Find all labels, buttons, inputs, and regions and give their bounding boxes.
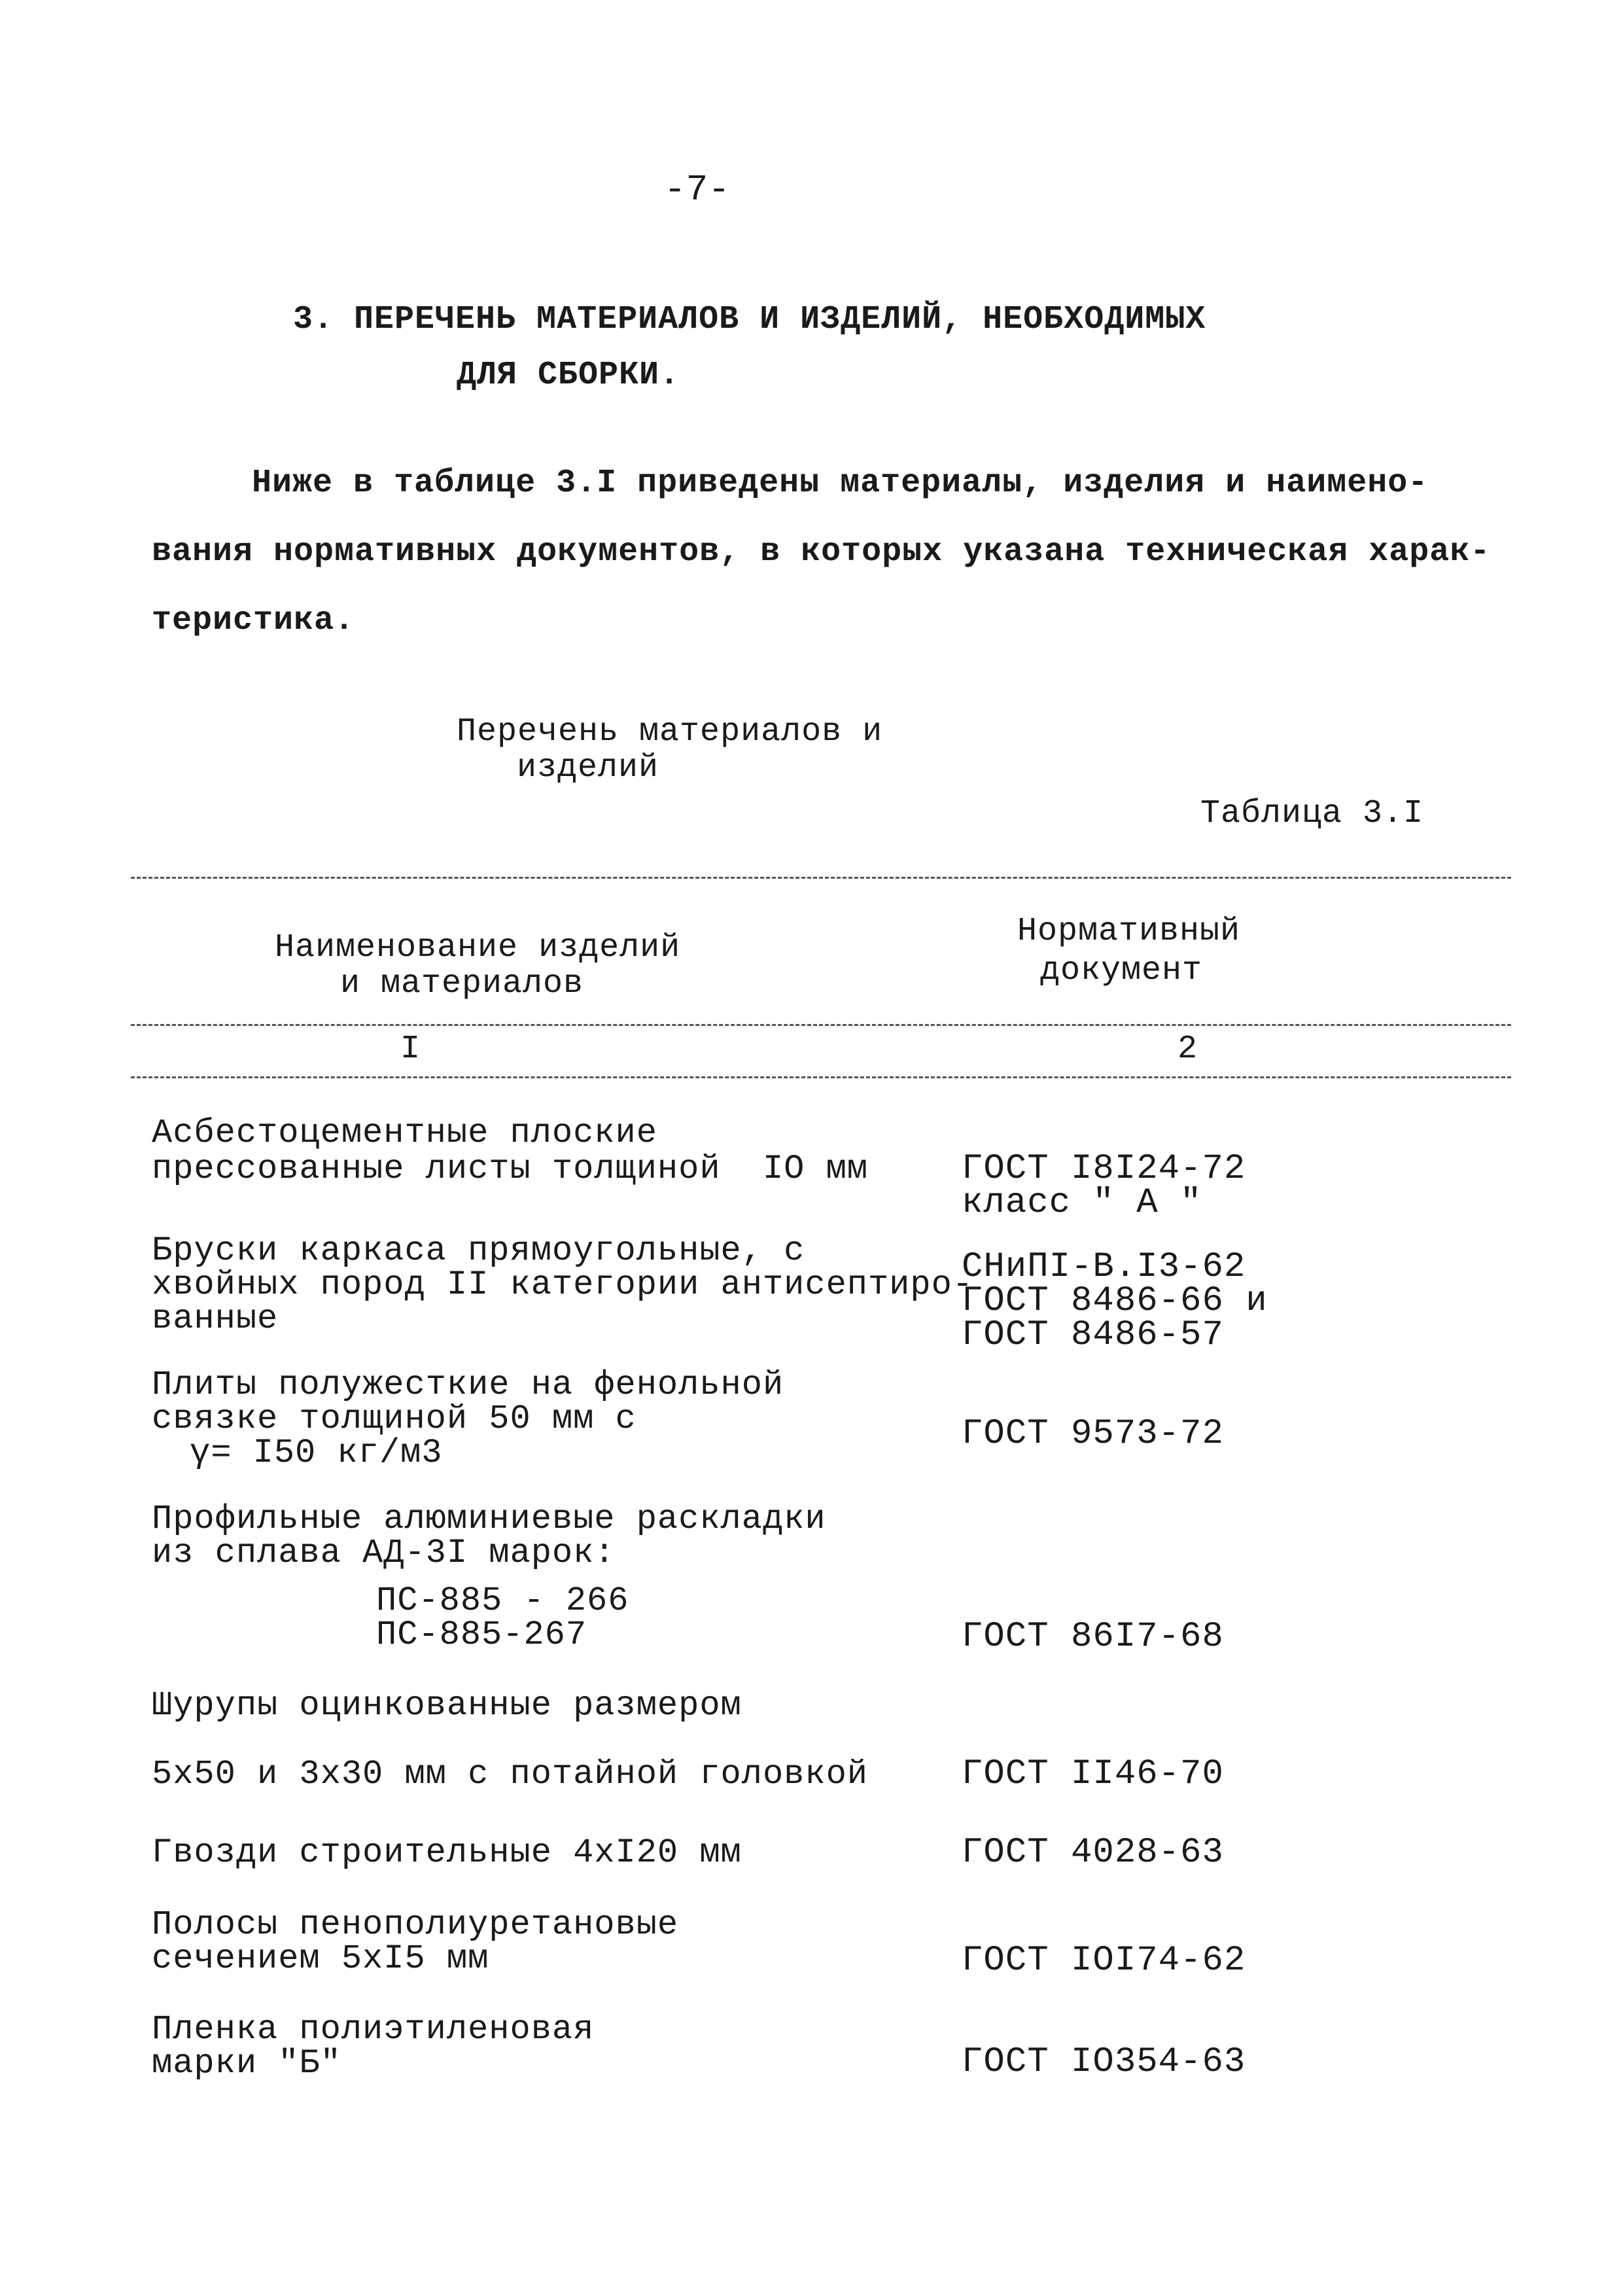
row4-doc-line1: ГОСТ 86I7-68 <box>962 1617 1224 1657</box>
col2-number: 2 <box>1178 1031 1198 1068</box>
row7-name-line1: Полосы пенополиуретановые <box>152 1905 679 1944</box>
row3-doc-line1: ГОСТ 9573-72 <box>962 1414 1224 1454</box>
intro-line1: Ниже в таблице 3.I приведены материалы, изделия и наимено- <box>252 465 1429 502</box>
row4-name-line4: ПС-885-267 <box>376 1616 587 1654</box>
row8-name-line1: Пленка полиэтиленовая <box>152 2010 595 2049</box>
intro-line2: вания нормативных документов, в которых указана техническая харак- <box>152 533 1491 571</box>
intro-line3: теристика. <box>152 602 355 639</box>
row5-name-line2: 5х50 и 3х30 мм с потайной головкой <box>152 1755 868 1793</box>
table-label: Таблица 3.I <box>1200 795 1424 832</box>
row8-doc-line1: ГОСТ IO354-63 <box>962 2042 1246 2082</box>
col1-number: I <box>400 1031 421 1068</box>
row4-name-line3: ПС-885 - 266 <box>376 1581 629 1620</box>
row1-name-line1: Асбестоцементные плоские <box>152 1114 657 1152</box>
row3-name-line1: Плиты полужесткие на фенольной <box>152 1366 784 1404</box>
row2-name-line2: хвойных пород II категории антисептиро- <box>152 1265 973 1304</box>
header-rule <box>131 1024 1511 1026</box>
col2-header-line1: Нормативный <box>1017 913 1241 950</box>
row4-name-line2: из сплава АД-3I марок: <box>152 1534 616 1572</box>
row2-doc-line2: ГОСТ 8486-66 и <box>962 1281 1268 1321</box>
section-heading-line1: 3. ПЕРЕЧЕНЬ МАТЕРИАЛОВ И ИЗДЕЛИЙ, НЕОБХОДИМЫХ <box>293 301 1206 338</box>
row5-doc-line1: ГОСТ II46-70 <box>962 1754 1224 1794</box>
col1-header-line1: Наименование изделий <box>275 929 681 966</box>
row1-name-line2: прессованные листы толщиной IO мм <box>152 1150 868 1188</box>
table-caption-line1: Перечень материалов и <box>457 713 883 751</box>
page-number: -7- <box>664 169 730 211</box>
row2-name-line3: ванные <box>152 1299 279 1338</box>
col1-header-line2: и материалов <box>340 965 584 1002</box>
row4-name-line1: Профильные алюминиевые раскладки <box>152 1500 826 1538</box>
row2-doc-line3: ГОСТ 8486-57 <box>962 1315 1224 1355</box>
row6-doc-line1: ГОСТ 4028-63 <box>962 1833 1224 1873</box>
section-heading-line2: ДЛЯ СБОРКИ. <box>457 357 680 394</box>
table-caption-line2: изделий <box>517 749 659 786</box>
table-top-rule <box>131 877 1511 879</box>
row3-name-line3: γ= I50 кг/м3 <box>190 1434 443 1472</box>
numbers-rule <box>131 1076 1511 1078</box>
row1-doc-line2: класс " А " <box>962 1183 1202 1223</box>
col2-header-line2: документ <box>1040 952 1203 989</box>
row7-name-line2: сечением 5хI5 мм <box>152 1939 489 1978</box>
row8-name-line2: марки "Б" <box>152 2044 341 2083</box>
row3-name-line2: связке толщиной 50 мм с <box>152 1400 637 1438</box>
row2-name-line1: Бруски каркаса прямоугольные, с <box>152 1231 805 1270</box>
row7-doc-line1: ГОСТ IOI74-62 <box>962 1941 1246 1981</box>
row1-doc-line1: ГОСТ I8I24-72 <box>962 1149 1246 1189</box>
row2-doc-line1: СНиПI-В.I3-62 <box>962 1247 1246 1287</box>
row5-name-line1: Шурупы оцинкованные размером <box>152 1686 742 1725</box>
row6-name-line1: Гвозди строительные 4хI20 мм <box>152 1833 742 1872</box>
